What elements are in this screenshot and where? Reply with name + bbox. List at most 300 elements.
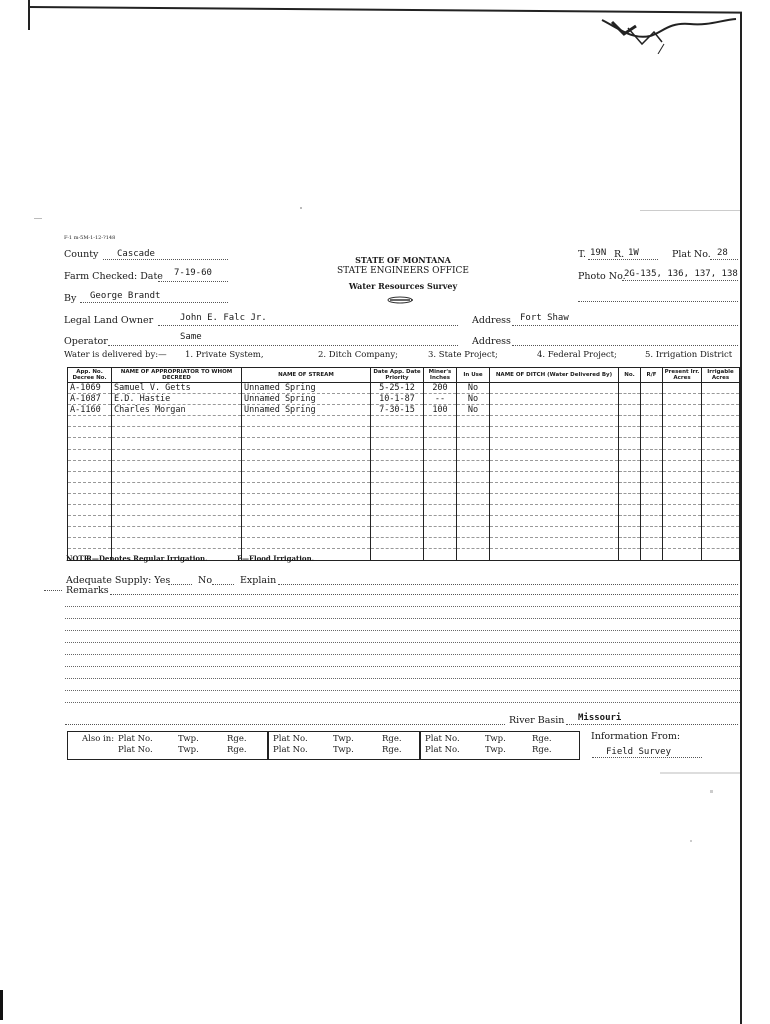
also-twp-1: Twp.	[178, 734, 199, 744]
table-cell-no	[619, 471, 641, 482]
info-from-line	[592, 757, 702, 758]
table-cell-stream	[242, 427, 371, 438]
table-cell-stream: Unnamed Spring	[242, 383, 371, 394]
table-cell-date	[371, 505, 424, 516]
remarks-line	[65, 654, 740, 655]
table-cell-no	[619, 405, 641, 416]
col-appropriator: NAME OF APPROPRIATOR TO WHOM DECREED	[112, 368, 242, 383]
table-cell-irrigable	[702, 394, 740, 405]
table-cell-app: A-1087	[68, 394, 112, 405]
also-twp-4: Twp.	[333, 745, 354, 755]
table-cell-in-use	[457, 427, 490, 438]
table-cell-no	[619, 460, 641, 471]
info-from-label: Information From:	[591, 731, 681, 742]
photo-line	[622, 280, 738, 281]
table-cell-inches	[424, 516, 457, 527]
table-cell-inches	[424, 438, 457, 449]
table-cell-irrigable	[702, 505, 740, 516]
table-cell-date	[371, 482, 424, 493]
table-cell-ditch	[490, 427, 619, 438]
table-cell-irrigable	[702, 383, 740, 394]
address2-line	[512, 345, 738, 346]
scan-speck	[710, 790, 713, 793]
table-cell-no	[619, 516, 641, 527]
also-plat-6: Plat No.	[425, 745, 460, 755]
table-cell-present	[663, 527, 702, 538]
river-basin-label: River Basin	[509, 715, 565, 726]
table-cell-present	[663, 516, 702, 527]
table-cell-app	[68, 493, 112, 504]
table-cell-inches	[424, 416, 457, 427]
legal-owner-label: Legal Land Owner	[64, 315, 154, 326]
blank-line-right	[578, 301, 738, 302]
table-cell-no	[619, 449, 641, 460]
table-cell-name	[112, 516, 242, 527]
table-cell-date: 7-30-15	[371, 405, 424, 416]
form-number: F-1 m-5M-1-12-?148	[64, 235, 116, 241]
table-row	[68, 527, 740, 538]
table-cell-ditch	[490, 482, 619, 493]
explain-line	[278, 584, 738, 585]
table-cell-present	[663, 394, 702, 405]
table-cell-in-use	[457, 538, 490, 549]
table-cell-no	[619, 416, 641, 427]
note-regular: R—Denotes Regular Irrigation.	[86, 554, 208, 563]
table-cell-ditch	[490, 493, 619, 504]
table-cell-name	[112, 527, 242, 538]
table-cell-date	[371, 527, 424, 538]
table-cell-present	[663, 449, 702, 460]
table-body	[68, 383, 740, 561]
table-cell-name	[112, 538, 242, 549]
delivery-opt3: 3. State Project;	[428, 350, 498, 360]
table-cell-in-use	[457, 482, 490, 493]
table-cell-ditch	[490, 449, 619, 460]
river-basin-line	[566, 724, 738, 725]
table-cell-name	[112, 460, 242, 471]
table-cell-name: Samuel V. Getts	[112, 383, 242, 394]
by-label: By	[64, 293, 77, 304]
table-cell-no	[619, 505, 641, 516]
table-cell-rf	[641, 482, 663, 493]
remarks-line	[65, 724, 505, 725]
table-row	[68, 471, 740, 482]
table-cell-rf	[641, 416, 663, 427]
col-rf: R/F	[641, 368, 663, 383]
col-no: No.	[619, 368, 641, 383]
col-ditch: NAME OF DITCH (Water Delivered By)	[490, 368, 619, 383]
water-rights-table	[67, 367, 740, 561]
table-cell-present	[663, 471, 702, 482]
col-in-use: In Use	[457, 368, 490, 383]
remarks-line	[65, 630, 740, 631]
info-from-value: Field Survey	[606, 747, 672, 757]
col-date: Date App. Date Priority	[371, 368, 424, 383]
table-cell-name	[112, 449, 242, 460]
table-cell-irrigable	[702, 527, 740, 538]
table-row	[68, 460, 740, 471]
table-cell-stream: Unnamed Spring	[242, 394, 371, 405]
farm-checked-value: 7-19-60	[174, 268, 212, 278]
remarks-line	[65, 678, 740, 679]
table-cell-date	[371, 460, 424, 471]
table-cell-no	[619, 538, 641, 549]
plat-label: Plat No.	[672, 249, 711, 260]
table-cell-in-use	[457, 471, 490, 482]
table-cell-irrigable	[702, 416, 740, 427]
table-cell-rf	[641, 449, 663, 460]
table-cell-name	[112, 505, 242, 516]
table-cell-date: 5-25-12	[371, 383, 424, 394]
table-cell-date	[371, 438, 424, 449]
table-cell-inches: 200	[424, 383, 457, 394]
also-rge-2: Rge.	[227, 745, 247, 755]
table-cell-present	[663, 538, 702, 549]
table-cell-stream	[242, 438, 371, 449]
table-cell-date	[371, 493, 424, 504]
scan-speck	[690, 840, 692, 842]
table-cell-app	[68, 427, 112, 438]
table-cell-no	[619, 527, 641, 538]
table-cell-app	[68, 482, 112, 493]
table-row	[68, 538, 740, 549]
table-cell-rf	[641, 549, 663, 560]
table-header-row	[68, 368, 740, 383]
table-cell-no	[619, 438, 641, 449]
also-twp-3: Twp.	[333, 734, 354, 744]
table-cell-date: 10-1-87	[371, 394, 424, 405]
table-cell-ditch	[490, 549, 619, 560]
table-cell-in-use: No	[457, 383, 490, 394]
table-cell-ditch	[490, 405, 619, 416]
farm-checked-line	[158, 281, 228, 282]
address-label: Address	[472, 315, 511, 326]
address-value: Fort Shaw	[520, 313, 569, 323]
remarks-pointer	[44, 590, 62, 591]
remarks-line	[65, 618, 740, 619]
table-cell-ditch	[490, 471, 619, 482]
plat-value: 28	[717, 248, 728, 258]
table-cell-no	[619, 383, 641, 394]
table-cell-irrigable	[702, 471, 740, 482]
photo-label: Photo No.	[578, 271, 626, 282]
torn-corner-mark	[598, 14, 738, 54]
remarks-line	[65, 606, 740, 607]
table-cell-ditch	[490, 527, 619, 538]
table-cell-stream	[242, 538, 371, 549]
table-row	[68, 394, 740, 405]
table-cell-rf	[641, 538, 663, 549]
table-cell-present	[663, 505, 702, 516]
remarks-label: Remarks	[66, 585, 109, 596]
also-plat-4: Plat No.	[273, 745, 308, 755]
table-cell-inches	[424, 482, 457, 493]
table-cell-app: A-1160	[68, 405, 112, 416]
table-row	[68, 416, 740, 427]
table-cell-app	[68, 516, 112, 527]
table-cell-no	[619, 394, 641, 405]
no-label: No	[198, 575, 213, 586]
col-irrigable: Irrigable Acres	[702, 368, 740, 383]
scan-mark	[0, 990, 3, 1020]
table-cell-no	[619, 549, 641, 560]
table-cell-in-use	[457, 505, 490, 516]
table-cell-date	[371, 449, 424, 460]
table-cell-rf	[641, 438, 663, 449]
table-cell-present	[663, 460, 702, 471]
r-label: R.	[614, 249, 625, 260]
table-cell-in-use	[457, 438, 490, 449]
table-cell-in-use	[457, 549, 490, 560]
table-cell-date	[371, 416, 424, 427]
adequate-supply-label: Adequate Supply: Yes	[66, 575, 171, 586]
table-cell-rf	[641, 516, 663, 527]
also-rge-6: Rge.	[532, 745, 552, 755]
also-twp-6: Twp.	[485, 745, 506, 755]
table-cell-name	[112, 482, 242, 493]
table-cell-ditch	[490, 505, 619, 516]
table-cell-inches: --	[424, 394, 457, 405]
table-cell-stream	[242, 505, 371, 516]
table-cell-stream	[242, 527, 371, 538]
table-cell-date	[371, 471, 424, 482]
table-cell-ditch	[490, 394, 619, 405]
table-cell-rf	[641, 394, 663, 405]
table-row	[68, 438, 740, 449]
table-cell-app	[68, 416, 112, 427]
col-present: Present Irr. Acres	[663, 368, 702, 383]
table-cell-ditch	[490, 438, 619, 449]
county-line	[103, 259, 228, 260]
table-cell-irrigable	[702, 549, 740, 560]
by-line	[80, 302, 228, 303]
table-cell-name	[112, 471, 242, 482]
remarks-line	[65, 690, 740, 691]
table-cell-name: E.D. Hastie	[112, 394, 242, 405]
scan-speck	[34, 218, 42, 219]
table-cell-inches: 100	[424, 405, 457, 416]
table-cell-present	[663, 482, 702, 493]
table-cell-irrigable	[702, 460, 740, 471]
legal-owner-value: John E. Falc Jr.	[180, 313, 267, 323]
table-cell-name	[112, 493, 242, 504]
col-stream: NAME OF STREAM	[242, 368, 371, 383]
table-cell-app	[68, 471, 112, 482]
table-cell-no	[619, 482, 641, 493]
table-cell-name	[112, 416, 242, 427]
operator-label: Operator	[64, 336, 108, 347]
page-edge-right	[740, 12, 742, 1024]
also-rge-1: Rge.	[227, 734, 247, 744]
table-cell-in-use	[457, 449, 490, 460]
table-row	[68, 482, 740, 493]
delivery-opt4: 4. Federal Project;	[537, 350, 617, 360]
also-rge-5: Rge.	[532, 734, 552, 744]
table-cell-in-use	[457, 416, 490, 427]
table-cell-stream	[242, 493, 371, 504]
table-cell-inches	[424, 549, 457, 560]
also-plat-3: Plat No.	[273, 734, 308, 744]
table-cell-ditch	[490, 416, 619, 427]
table-cell-irrigable	[702, 482, 740, 493]
table-cell-present	[663, 493, 702, 504]
table-cell-date	[371, 427, 424, 438]
table-cell-ditch	[490, 383, 619, 394]
table-row	[68, 383, 740, 394]
table-cell-app	[68, 527, 112, 538]
table-row	[68, 516, 740, 527]
table-cell-app	[68, 449, 112, 460]
legal-owner-line	[158, 325, 458, 326]
table-row	[68, 427, 740, 438]
also-in-separator	[419, 732, 421, 759]
delivery-opt1: 1. Private System,	[185, 350, 264, 360]
farm-checked-label: Farm Checked: Date	[64, 271, 163, 282]
table-cell-irrigable	[702, 538, 740, 549]
table-cell-app	[68, 538, 112, 549]
title-survey: Water Resources Survey	[348, 281, 458, 291]
yes-line	[168, 584, 192, 585]
table-cell-inches	[424, 471, 457, 482]
table-cell-rf	[641, 493, 663, 504]
no-line	[212, 584, 234, 585]
title-office: STATE ENGINEERS OFFICE	[336, 266, 469, 276]
table-cell-irrigable	[702, 449, 740, 460]
scan-speck	[300, 207, 302, 209]
table-cell-inches	[424, 449, 457, 460]
table-cell-rf	[641, 460, 663, 471]
table-cell-name: Charles Morgan	[112, 405, 242, 416]
also-plat-5: Plat No.	[425, 734, 460, 744]
table-cell-stream: Unnamed Spring	[242, 405, 371, 416]
table-cell-inches	[424, 427, 457, 438]
also-plat-1: Plat No.	[118, 734, 153, 744]
r-value: 1W	[628, 248, 639, 258]
table-cell-irrigable	[702, 493, 740, 504]
col-inches: Miner's Inches	[424, 368, 457, 383]
table-cell-stream	[242, 482, 371, 493]
table-cell-app	[68, 460, 112, 471]
table-cell-rf	[641, 427, 663, 438]
table-cell-present	[663, 383, 702, 394]
note-label: NOTE:	[66, 554, 92, 563]
page-edge-left	[28, 0, 30, 30]
table-cell-in-use	[457, 527, 490, 538]
title-state: STATE OF MONTANA	[355, 255, 451, 265]
table-cell-present	[663, 549, 702, 560]
table-cell-rf	[641, 471, 663, 482]
table-cell-present	[663, 405, 702, 416]
table-cell-name	[112, 438, 242, 449]
table-cell-ditch	[490, 516, 619, 527]
explain-label: Explain	[240, 575, 277, 586]
table-cell-rf	[641, 505, 663, 516]
table-cell-in-use: No	[457, 394, 490, 405]
table-cell-stream	[242, 471, 371, 482]
table-cell-date	[371, 549, 424, 560]
table-cell-app: A-1069	[68, 383, 112, 394]
also-in-label: Also in:	[82, 734, 115, 744]
also-twp-5: Twp.	[485, 734, 506, 744]
table-cell-present	[663, 416, 702, 427]
table-row	[68, 493, 740, 504]
table-cell-no	[619, 427, 641, 438]
also-in-separator	[267, 732, 269, 759]
by-value: George Brandt	[90, 291, 161, 301]
remarks-line	[65, 702, 740, 703]
table-cell-stream	[242, 516, 371, 527]
table-cell-rf	[641, 383, 663, 394]
table-cell-irrigable	[702, 427, 740, 438]
table-cell-rf	[641, 527, 663, 538]
t-label: T.	[578, 249, 586, 260]
table-cell-stream	[242, 460, 371, 471]
table-cell-irrigable	[702, 405, 740, 416]
photo-value: 2G-135, 136, 137, 138	[624, 269, 738, 279]
plat-line	[710, 259, 738, 260]
also-rge-3: Rge.	[382, 734, 402, 744]
table-cell-inches	[424, 493, 457, 504]
table-row	[68, 505, 740, 516]
table-row	[68, 449, 740, 460]
table-cell-date	[371, 516, 424, 527]
table-cell-stream	[242, 416, 371, 427]
table-cell-no	[619, 493, 641, 504]
table-cell-date	[371, 538, 424, 549]
delivery-opt5: 5. Irrigation District	[645, 350, 733, 360]
note-flood: F—Flood Irrigation.	[237, 554, 315, 563]
table-cell-inches	[424, 538, 457, 549]
tr-line	[588, 259, 658, 260]
table-cell-ditch	[490, 538, 619, 549]
table-cell-present	[663, 427, 702, 438]
address-line	[512, 325, 738, 326]
table-cell-present	[663, 438, 702, 449]
remarks-line	[110, 594, 738, 595]
seal-ornament-icon	[385, 295, 415, 305]
table-cell-rf	[641, 405, 663, 416]
scan-speck	[640, 210, 740, 211]
river-basin-value: Missouri	[578, 713, 622, 723]
table-cell-ditch	[490, 460, 619, 471]
col-app-no: App. No. Decree No.	[68, 368, 112, 383]
table-cell-in-use	[457, 460, 490, 471]
delivery-opt2: 2. Ditch Company;	[318, 350, 399, 360]
delivery-label: Water is delivered by:—	[64, 350, 167, 360]
also-twp-2: Twp.	[178, 745, 199, 755]
remarks-line	[65, 666, 740, 667]
remarks-line	[65, 642, 740, 643]
table-cell-name	[112, 427, 242, 438]
also-rge-4: Rge.	[382, 745, 402, 755]
county-value: Cascade	[117, 249, 155, 259]
table-cell-inches	[424, 505, 457, 516]
table-cell-app	[68, 505, 112, 516]
table-cell-in-use	[457, 516, 490, 527]
table-row	[68, 405, 740, 416]
page-edge-top	[28, 6, 742, 14]
county-label: County	[64, 249, 99, 260]
table-cell-inches	[424, 527, 457, 538]
t-value: 19N	[590, 248, 607, 258]
address2-label: Address	[472, 336, 511, 347]
table-cell-app	[68, 438, 112, 449]
table-cell-stream	[242, 449, 371, 460]
table-cell-in-use	[457, 493, 490, 504]
operator-value: Same	[180, 332, 202, 342]
table-cell-inches	[424, 460, 457, 471]
also-plat-2: Plat No.	[118, 745, 153, 755]
